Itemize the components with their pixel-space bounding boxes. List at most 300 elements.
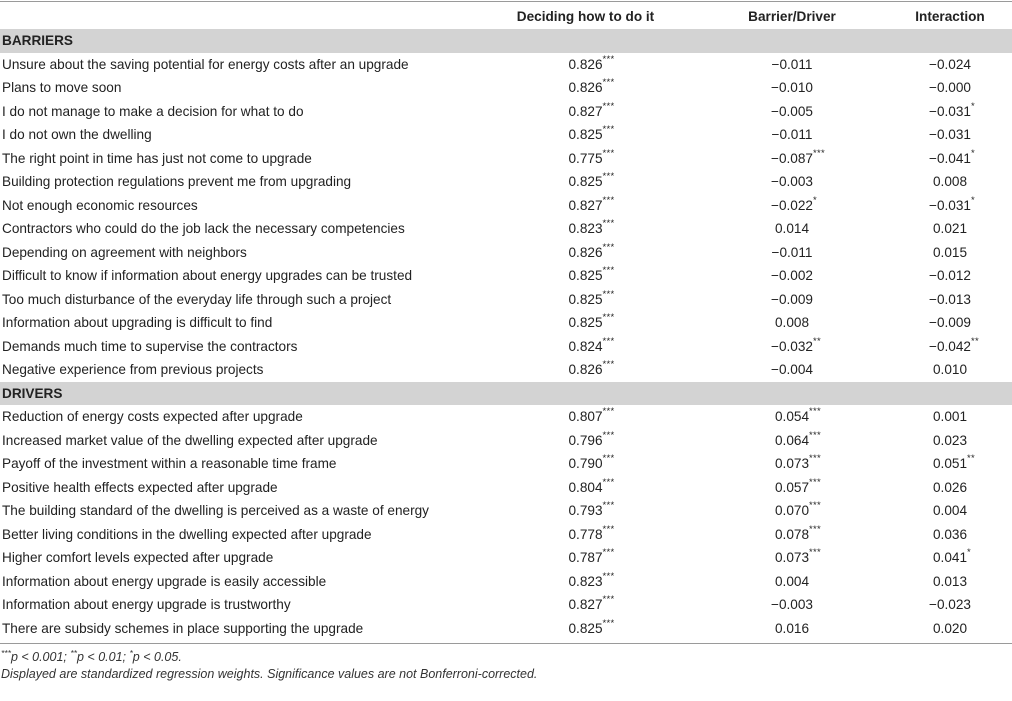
deciding-cell-value bbox=[568, 194, 615, 213]
barrier-driver-cell-number: −0.004 bbox=[771, 362, 813, 378]
row-label: Plans to move soon bbox=[2, 80, 122, 96]
barrier-driver-cell-value bbox=[774, 500, 822, 519]
interaction-cell-number: 0.023 bbox=[932, 432, 968, 448]
row-label: Negative experience from previous projects bbox=[2, 362, 264, 378]
row-label: Better living conditions in the dwelling expected after upgrade bbox=[2, 526, 372, 542]
barrier-driver-cell bbox=[697, 429, 887, 448]
deciding-cell bbox=[473, 429, 698, 448]
interaction-cell-number: −0.000 bbox=[929, 80, 971, 96]
deciding-cell-number: 0.775 bbox=[568, 150, 603, 166]
deciding-cell-number: 0.793 bbox=[568, 503, 603, 519]
deciding-cell-significance: *** bbox=[602, 218, 615, 230]
barrier-driver-cell-value bbox=[774, 406, 822, 425]
table-row bbox=[0, 147, 1012, 171]
table-row bbox=[0, 335, 1012, 359]
barrier-driver-cell bbox=[697, 221, 887, 236]
barrier-driver-cell-number: −0.011 bbox=[771, 127, 813, 143]
deciding-cell-value bbox=[568, 265, 615, 284]
deciding-cell bbox=[473, 53, 698, 72]
interaction-cell-number: 0.051 bbox=[932, 456, 968, 472]
deciding-cell-number: 0.825 bbox=[568, 268, 603, 284]
barrier-driver-cell-value bbox=[771, 147, 825, 166]
deciding-cell-significance: *** bbox=[602, 77, 615, 89]
interaction-cell-number: 0.021 bbox=[932, 221, 968, 237]
interaction-cell-value bbox=[933, 574, 967, 589]
deciding-cell-significance: *** bbox=[602, 476, 615, 488]
barrier-driver-cell-number: −0.011 bbox=[771, 56, 813, 72]
interaction-cell-significance: * bbox=[967, 547, 972, 559]
row-label: I do not manage to make a decision for what to do bbox=[2, 103, 304, 119]
barrier-driver-cell-value bbox=[771, 104, 813, 119]
interaction-cell-value bbox=[929, 315, 971, 330]
interaction-cell-number: 0.013 bbox=[932, 573, 968, 589]
deciding-cell-number: 0.807 bbox=[568, 409, 603, 425]
interaction-cell-value bbox=[929, 127, 971, 142]
deciding-cell-number: 0.826 bbox=[568, 80, 603, 96]
interaction-cell-number: −0.031 bbox=[929, 103, 971, 119]
deciding-cell-number: 0.825 bbox=[568, 291, 603, 307]
barrier-driver-cell bbox=[697, 500, 887, 519]
deciding-cell-significance: *** bbox=[602, 265, 615, 277]
deciding-cell-number: 0.825 bbox=[568, 174, 603, 190]
table-row bbox=[0, 53, 1012, 77]
barrier-driver-cell-number: −0.032 bbox=[771, 338, 813, 354]
interaction-cell-number: −0.009 bbox=[929, 315, 971, 331]
interaction-cell-number: −0.031 bbox=[929, 127, 971, 143]
header-deciding: Deciding how to do it bbox=[516, 9, 655, 25]
barrier-driver-cell-significance: *** bbox=[809, 547, 822, 559]
interaction-cell-number: −0.012 bbox=[929, 268, 971, 284]
deciding-cell-value bbox=[568, 53, 615, 72]
sig-text-1: p < 0.001; bbox=[10, 650, 71, 665]
interaction-cell-value bbox=[933, 409, 967, 424]
deciding-cell-value bbox=[568, 523, 615, 542]
barrier-driver-cell-significance: *** bbox=[812, 147, 825, 159]
section-title: BARRIERS bbox=[2, 33, 73, 49]
deciding-cell bbox=[473, 359, 698, 378]
deciding-cell-value bbox=[568, 147, 615, 166]
barrier-driver-cell-value bbox=[772, 57, 813, 72]
deciding-cell-value bbox=[568, 100, 615, 119]
row-label: Not enough economic resources bbox=[2, 197, 198, 213]
row-label: Information about upgrading is difficult to find bbox=[2, 315, 273, 331]
barrier-driver-cell-number: 0.016 bbox=[774, 620, 810, 636]
deciding-cell-significance: *** bbox=[602, 500, 615, 512]
barrier-driver-cell-significance: *** bbox=[809, 523, 822, 535]
barrier-driver-cell-significance: ** bbox=[812, 335, 821, 347]
barrier-driver-cell bbox=[697, 476, 887, 495]
deciding-cell bbox=[473, 100, 698, 119]
barrier-driver-cell-value bbox=[771, 335, 821, 354]
barrier-driver-cell-number: 0.054 bbox=[774, 409, 810, 425]
deciding-cell-value bbox=[568, 570, 615, 589]
barrier-driver-cell-number: −0.002 bbox=[771, 268, 813, 284]
deciding-cell bbox=[473, 617, 698, 636]
interaction-cell-significance: ** bbox=[967, 453, 976, 465]
interaction-cell-number: 0.010 bbox=[932, 362, 968, 378]
header-barrier-driver: Barrier/Driver bbox=[748, 9, 836, 25]
table-row bbox=[0, 288, 1012, 312]
barrier-driver-cell-value bbox=[771, 597, 813, 612]
table-row bbox=[0, 546, 1012, 570]
deciding-cell-number: 0.827 bbox=[568, 103, 603, 119]
barrier-driver-cell-number: −0.022 bbox=[771, 197, 813, 213]
interaction-cell bbox=[888, 453, 1012, 472]
interaction-cell-number: −0.024 bbox=[929, 56, 971, 72]
barrier-driver-cell-number: −0.009 bbox=[771, 291, 813, 307]
deciding-cell bbox=[473, 406, 698, 425]
row-label: Increased market value of the dwelling expected after upgrade bbox=[2, 432, 378, 448]
interaction-cell-significance: * bbox=[970, 100, 975, 112]
section-header-barriers bbox=[0, 29, 1012, 53]
deciding-cell-number: 0.787 bbox=[568, 550, 603, 566]
interaction-cell bbox=[888, 147, 1012, 166]
barrier-driver-cell-value bbox=[774, 523, 822, 542]
barrier-driver-cell bbox=[697, 453, 887, 472]
interaction-cell-value bbox=[933, 621, 967, 636]
deciding-cell-significance: *** bbox=[602, 547, 615, 559]
barrier-driver-cell bbox=[697, 57, 887, 72]
row-label: Depending on agreement with neighbors bbox=[2, 244, 247, 260]
row-label: The building standard of the dwelling is perceived as a waste of energy bbox=[2, 503, 429, 519]
interaction-cell-number: −0.023 bbox=[929, 597, 971, 613]
row-label: I do not own the dwelling bbox=[2, 127, 152, 143]
barrier-driver-cell bbox=[697, 104, 887, 119]
interaction-cell-number: 0.008 bbox=[932, 174, 968, 190]
interaction-cell-value bbox=[929, 597, 971, 612]
deciding-cell bbox=[473, 77, 698, 96]
deciding-cell bbox=[473, 453, 698, 472]
barrier-driver-cell-number: −0.005 bbox=[771, 103, 813, 119]
deciding-cell-number: 0.778 bbox=[568, 526, 603, 542]
deciding-cell bbox=[473, 171, 698, 190]
deciding-cell bbox=[473, 500, 698, 519]
deciding-cell bbox=[473, 241, 698, 260]
barrier-driver-cell bbox=[697, 574, 887, 589]
interaction-cell-value bbox=[929, 292, 971, 307]
table-row bbox=[0, 194, 1012, 218]
interaction-cell bbox=[888, 80, 1012, 95]
deciding-cell bbox=[473, 312, 698, 331]
deciding-cell-significance: *** bbox=[602, 406, 615, 418]
deciding-cell bbox=[473, 265, 698, 284]
deciding-cell-number: 0.790 bbox=[568, 456, 603, 472]
interaction-cell-number: 0.015 bbox=[932, 244, 968, 260]
barrier-driver-cell-number: 0.073 bbox=[774, 456, 810, 472]
deciding-cell-value bbox=[568, 500, 615, 519]
interaction-cell bbox=[888, 315, 1012, 330]
deciding-cell-value bbox=[568, 171, 615, 190]
row-label: Information about energy upgrade is trustworthy bbox=[2, 597, 291, 613]
deciding-cell-number: 0.804 bbox=[568, 479, 603, 495]
barrier-driver-cell bbox=[697, 147, 887, 166]
deciding-cell bbox=[473, 288, 698, 307]
deciding-cell bbox=[473, 594, 698, 613]
table-row bbox=[0, 241, 1012, 265]
barrier-driver-cell-number: −0.011 bbox=[771, 244, 813, 260]
deciding-cell-number: 0.826 bbox=[568, 244, 603, 260]
deciding-cell-significance: *** bbox=[602, 53, 615, 65]
interaction-cell-value bbox=[929, 268, 971, 283]
row-label: Higher comfort levels expected after upgrade bbox=[2, 550, 274, 566]
deciding-cell-value bbox=[568, 218, 615, 237]
deciding-cell-significance: *** bbox=[602, 453, 615, 465]
barrier-driver-cell bbox=[697, 174, 887, 189]
barrier-driver-cell-number: 0.078 bbox=[774, 526, 810, 542]
interaction-cell bbox=[888, 127, 1012, 142]
barrier-driver-cell-value bbox=[774, 429, 822, 448]
deciding-cell bbox=[473, 570, 698, 589]
deciding-cell-value bbox=[568, 453, 615, 472]
barrier-driver-cell bbox=[697, 335, 887, 354]
barrier-driver-cell-significance: *** bbox=[809, 500, 822, 512]
deciding-cell-number: 0.823 bbox=[568, 573, 603, 589]
interaction-cell-value bbox=[933, 480, 967, 495]
interaction-cell bbox=[888, 245, 1012, 260]
section-header-drivers bbox=[0, 382, 1012, 406]
interaction-cell-number: 0.026 bbox=[932, 479, 968, 495]
barrier-driver-cell-number: −0.087 bbox=[771, 150, 813, 166]
interaction-cell bbox=[888, 335, 1012, 354]
deciding-cell-significance: *** bbox=[602, 124, 615, 136]
deciding-cell-value bbox=[568, 476, 615, 495]
barrier-driver-cell bbox=[697, 245, 887, 260]
table-top-rule bbox=[0, 1, 1012, 2]
barrier-driver-cell-number: 0.073 bbox=[774, 550, 810, 566]
deciding-cell-significance: *** bbox=[602, 241, 615, 253]
interaction-cell bbox=[888, 503, 1012, 518]
barrier-driver-cell-number: −0.003 bbox=[771, 597, 813, 613]
barrier-driver-cell bbox=[697, 127, 887, 142]
barrier-driver-cell-significance: *** bbox=[809, 429, 822, 441]
deciding-cell-value bbox=[568, 429, 615, 448]
deciding-cell-significance: *** bbox=[602, 594, 615, 606]
barrier-driver-cell-number: 0.004 bbox=[774, 573, 810, 589]
barrier-driver-cell bbox=[697, 406, 887, 425]
barrier-driver-cell-number: −0.003 bbox=[771, 174, 813, 190]
interaction-cell bbox=[888, 547, 1012, 566]
barrier-driver-cell-value bbox=[771, 362, 813, 377]
deciding-cell bbox=[473, 335, 698, 354]
barrier-driver-cell bbox=[697, 523, 887, 542]
row-label: Positive health effects expected after upgrade bbox=[2, 479, 278, 495]
barrier-driver-cell-value bbox=[771, 80, 813, 95]
interaction-cell bbox=[888, 268, 1012, 283]
barrier-driver-cell-value bbox=[772, 127, 813, 142]
deciding-cell-value bbox=[568, 312, 615, 331]
table-row bbox=[0, 123, 1012, 147]
deciding-cell-number: 0.827 bbox=[568, 597, 603, 613]
barrier-driver-cell bbox=[697, 292, 887, 307]
interaction-cell-number: 0.001 bbox=[932, 409, 968, 425]
interaction-cell-significance: * bbox=[970, 194, 975, 206]
barrier-driver-cell-value bbox=[771, 194, 817, 213]
barrier-driver-cell bbox=[697, 80, 887, 95]
table-row bbox=[0, 217, 1012, 241]
barrier-driver-cell bbox=[697, 194, 887, 213]
interaction-cell-number: 0.020 bbox=[932, 620, 968, 636]
row-label: Building protection regulations prevent me from upgrading bbox=[2, 174, 352, 190]
barrier-driver-cell-value bbox=[772, 245, 813, 260]
table-row bbox=[0, 100, 1012, 124]
header-row bbox=[0, 5, 1012, 29]
interaction-cell-number: −0.042 bbox=[929, 338, 971, 354]
deciding-cell-number: 0.825 bbox=[568, 620, 603, 636]
row-label: Demands much time to supervise the contractors bbox=[2, 338, 298, 354]
deciding-cell bbox=[473, 218, 698, 237]
interaction-cell-value bbox=[929, 100, 975, 119]
barrier-driver-cell bbox=[697, 547, 887, 566]
interaction-cell-value bbox=[932, 547, 972, 566]
deciding-cell-significance: *** bbox=[602, 171, 615, 183]
barrier-driver-cell-number: −0.010 bbox=[771, 80, 813, 96]
deciding-cell bbox=[473, 194, 698, 213]
table-row bbox=[0, 264, 1012, 288]
interaction-cell-value bbox=[933, 433, 967, 448]
barrier-driver-cell-number: 0.057 bbox=[774, 479, 810, 495]
stars-2: ** bbox=[70, 648, 77, 658]
deciding-cell-significance: *** bbox=[602, 570, 615, 582]
barrier-driver-cell-value bbox=[774, 547, 822, 566]
interaction-cell bbox=[888, 574, 1012, 589]
deciding-cell-value bbox=[568, 77, 615, 96]
row-label: Reduction of energy costs expected after upgrade bbox=[2, 409, 303, 425]
deciding-cell-significance: *** bbox=[602, 617, 615, 629]
barrier-driver-cell bbox=[697, 315, 887, 330]
deciding-cell bbox=[473, 476, 698, 495]
interaction-cell-value bbox=[933, 221, 967, 236]
interaction-cell-value bbox=[933, 362, 967, 377]
deciding-cell-significance: *** bbox=[602, 335, 615, 347]
deciding-cell-value bbox=[568, 617, 615, 636]
barrier-driver-cell bbox=[697, 621, 887, 636]
interaction-cell-number: 0.041 bbox=[932, 550, 968, 566]
significance-footnote bbox=[1, 648, 182, 664]
row-label: Contractors who could do the job lack the necessary competencies bbox=[2, 221, 405, 237]
barrier-driver-cell bbox=[697, 597, 887, 612]
table-row bbox=[0, 476, 1012, 500]
interaction-cell-significance: ** bbox=[970, 335, 979, 347]
interaction-cell bbox=[888, 597, 1012, 612]
interaction-cell bbox=[888, 621, 1012, 636]
row-label: Payoff of the investment within a reasonable time frame bbox=[2, 456, 337, 472]
deciding-cell-number: 0.824 bbox=[568, 338, 603, 354]
barrier-driver-cell-number: 0.064 bbox=[774, 432, 810, 448]
deciding-cell-number: 0.796 bbox=[568, 432, 603, 448]
stars-1: * bbox=[129, 648, 133, 658]
interaction-cell bbox=[888, 433, 1012, 448]
interaction-cell-value bbox=[929, 147, 975, 166]
interaction-cell-number: 0.004 bbox=[932, 503, 968, 519]
method-footnote: Displayed are standardized regression weights. Significance values are not Bonferroni-corrected. bbox=[1, 667, 538, 681]
barrier-driver-cell-value bbox=[771, 174, 813, 189]
deciding-cell bbox=[473, 124, 698, 143]
interaction-cell-value bbox=[929, 335, 979, 354]
deciding-cell bbox=[473, 523, 698, 542]
interaction-cell-significance: * bbox=[970, 147, 975, 159]
barrier-driver-cell-significance: * bbox=[812, 194, 817, 206]
barrier-driver-cell-significance: *** bbox=[809, 453, 822, 465]
deciding-cell-value bbox=[568, 547, 615, 566]
barrier-driver-cell-value bbox=[775, 574, 809, 589]
table-row bbox=[0, 570, 1012, 594]
deciding-cell-number: 0.826 bbox=[568, 362, 603, 378]
table-row bbox=[0, 170, 1012, 194]
interaction-cell bbox=[888, 194, 1012, 213]
header-interaction: Interaction bbox=[915, 9, 985, 25]
section-title: DRIVERS bbox=[2, 385, 63, 401]
interaction-cell-value bbox=[932, 453, 976, 472]
deciding-cell-significance: *** bbox=[602, 147, 615, 159]
deciding-cell-value bbox=[568, 241, 615, 260]
deciding-cell-significance: *** bbox=[602, 288, 615, 300]
table-row bbox=[0, 499, 1012, 523]
table-row bbox=[0, 617, 1012, 641]
barrier-driver-cell-number: 0.070 bbox=[774, 503, 810, 519]
barrier-driver-cell-value bbox=[775, 221, 809, 236]
barrier-driver-cell bbox=[697, 268, 887, 283]
interaction-cell-number: 0.036 bbox=[932, 526, 968, 542]
interaction-cell-value bbox=[933, 527, 967, 542]
interaction-cell bbox=[888, 292, 1012, 307]
barrier-driver-cell-number: 0.008 bbox=[774, 315, 810, 331]
row-label: Difficult to know if information about energy upgrades can be trusted bbox=[2, 268, 413, 284]
interaction-cell bbox=[888, 174, 1012, 189]
barrier-driver-cell-value bbox=[775, 315, 809, 330]
deciding-cell-number: 0.826 bbox=[568, 56, 603, 72]
interaction-cell-number: −0.013 bbox=[929, 291, 971, 307]
row-label: Too much disturbance of the everyday life through such a project bbox=[2, 291, 392, 307]
barrier-driver-cell-value bbox=[771, 268, 813, 283]
row-label: There are subsidy schemes in place supporting the upgrade bbox=[2, 620, 364, 636]
deciding-cell-value bbox=[568, 335, 615, 354]
interaction-cell-value bbox=[933, 245, 967, 260]
interaction-cell bbox=[888, 480, 1012, 495]
table-row bbox=[0, 452, 1012, 476]
deciding-cell-value bbox=[568, 594, 615, 613]
deciding-cell-value bbox=[568, 406, 615, 425]
interaction-cell bbox=[888, 527, 1012, 542]
interaction-cell bbox=[888, 409, 1012, 424]
barrier-driver-cell-significance: *** bbox=[809, 476, 822, 488]
barrier-driver-cell-significance: *** bbox=[809, 406, 822, 418]
deciding-cell-significance: *** bbox=[602, 100, 615, 112]
deciding-cell-number: 0.827 bbox=[568, 197, 603, 213]
table-row bbox=[0, 76, 1012, 100]
table-row bbox=[0, 311, 1012, 335]
row-label: Information about energy upgrade is easily accessible bbox=[2, 573, 327, 589]
table-row bbox=[0, 593, 1012, 617]
barrier-driver-cell-number: 0.014 bbox=[774, 221, 810, 237]
deciding-cell-value bbox=[568, 124, 615, 143]
table-bottom-rule bbox=[0, 643, 1012, 644]
interaction-cell bbox=[888, 362, 1012, 377]
table-row bbox=[0, 523, 1012, 547]
interaction-cell bbox=[888, 221, 1012, 236]
deciding-cell-significance: *** bbox=[602, 359, 615, 371]
deciding-cell bbox=[473, 547, 698, 566]
deciding-cell-number: 0.825 bbox=[568, 315, 603, 331]
stars-3: *** bbox=[1, 648, 11, 658]
deciding-cell-value bbox=[568, 359, 615, 378]
row-label: Unsure about the saving potential for energy costs after an upgrade bbox=[2, 56, 409, 72]
deciding-cell-significance: *** bbox=[602, 194, 615, 206]
deciding-cell-number: 0.825 bbox=[568, 127, 603, 143]
table-row bbox=[0, 358, 1012, 382]
deciding-cell-significance: *** bbox=[602, 523, 615, 535]
barrier-driver-cell-value bbox=[771, 292, 813, 307]
interaction-cell-value bbox=[933, 503, 967, 518]
